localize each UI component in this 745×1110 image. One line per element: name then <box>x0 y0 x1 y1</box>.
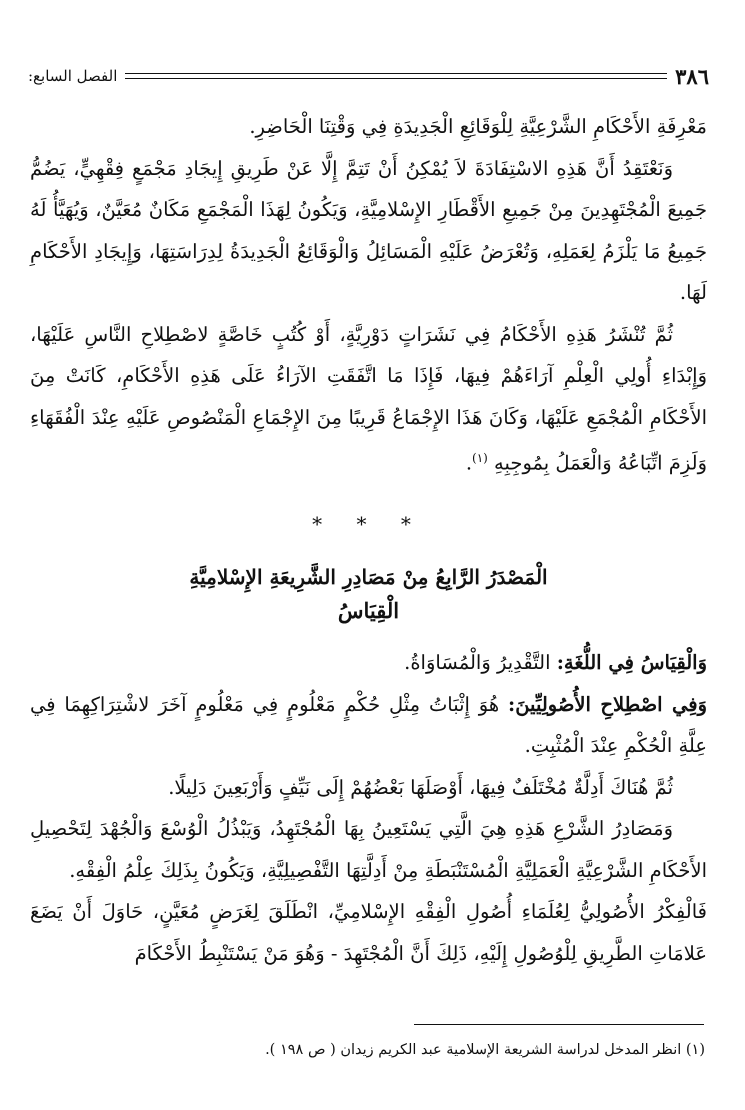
page-number: ٣٨٦ <box>675 63 709 89</box>
paragraph-3-end: . <box>465 451 473 475</box>
section-title: الْمَصْدَرُ الرَّابِعُ مِنْ مَصَادِرِ الشَّرِيعَةِ الإِسْلامِيَّةِ <box>189 565 548 589</box>
page-header <box>28 62 709 90</box>
footnote: (١) انظر المدخل لدراسة الشريعة الإسلامية عبد الكريم زيدان ( ص ١٩٨ ). <box>265 1042 705 1058</box>
paragraph-7: وَمَصَادِرُ الشَّرْعِ هَذِهِ هِيَ الَّتِي يَسْتَعِينُ بِهَا الْمُجْتَهِدُ، وَيَبْذُلُ الْوُسْعَ وَالْجُهْدَ لِتَحْصِيلِ الأَحْكَامِ الشَّرْعِيَّةِ الْعَمَلِيَّةِ الْمُسْتَنْبَطَةِ مِنْ أَدِلَّتِهَا التَّفْصِيلِيَّةِ، وَيَكُونُ بِذَلِكَ عِلْمُ الْفِقْهِ. <box>30 817 707 882</box>
paragraph-5-text: هُوَ إِثْبَاتُ مِثْلِ حُكْمٍ مَعْلُومٍ فِي مَعْلُومٍ آخَرَ لاشْتِرَاكِهِمَا فِي عِلَّةِ الْحُكْمِ عِنْدَ الْمُثْبِتِ. <box>30 692 707 757</box>
section-subtitle: الْقِيَاسُ <box>337 598 400 623</box>
chapter-title: الفصل السابع: <box>28 67 118 85</box>
paragraph-5 <box>30 684 707 767</box>
paragraph-3-text: ثُمَّ تُنْشَرُ هَذِهِ الأَحْكَامُ فِي نَشَرَاتٍ دَوْرِيَّةٍ، أَوْ كُتُبٍ خَاصَّةٍ لاصْطِلاحِ النَّاسِ عَلَيْهَا، وَإِبْدَاءِ أُولِي الْعِلْمِ آرَاءَهُمْ فِيهَا، فَإِذَا مَا اتَّفَقَتِ الآرَاءُ عَلَى هَذِهِ الأَحْكَامِ، كَانَتْ مِنَ الأَحْكَامِ الْمُجْمَعِ عَلَيْهَا، وَكَانَ هَذَا الإِجْمَاعُ قَرِيبًا مِنَ الإِجْمَاعِ الْمَنْصُوصِ عَلَيْهِ عِنْدَ الْفُقَهَاءِ وَلَزِمَ اتِّبَاعُهُ وَالْعَمَلُ بِمُوجِبِهِ <box>30 322 707 475</box>
paragraph-1: مَعْرِفَةِ الأَحْكَامِ الشَّرْعِيَّةِ لِلْوَقَائِعِ الْجَدِيدَةِ فِي وَقْتِنَا الْحَاضِرِ. <box>249 115 707 138</box>
footnote-rule <box>414 1024 704 1025</box>
paragraph-6: ثُمَّ هُنَاكَ أَدِلَّةٌ مُخْتَلَفٌ فِيهَا، أَوْصَلَهَا بَعْضُهُمْ إِلَى نَيِّفٍ وَأَرْبَعِينَ دَلِيلًا. <box>168 775 673 799</box>
paragraph-4-term: وَالْقِيَاسُ فِي اللُّغَةِ: <box>556 651 707 674</box>
paragraph-8: فَالْفِكْرُ الأُصُولِيُّ لِعُلَمَاءِ أُصُولِ الْفِقْهِ الإِسْلامِيِّ، انْطَلَقَ لِغَرَضٍ مُعَيَّنٍ، حَاوَلَ أَنْ يَضَعَ عَلامَاتِ الطَّرِيقِ لِلْوُصُولِ إِلَيْهِ، ذَلِكَ أَنَّ الْمُجْتَهِدَ - وَهُوَ مَنْ يَسْتَنْبِطُ الأَحْكَامَ <box>30 900 707 965</box>
paragraph-2: وَنَعْتَقِدُ أَنَّ هَذِهِ الاسْتِفَادَةَ لاَ يُمْكِنُ أَنْ تَتِمَّ إِلَّا عَنْ طَرِيقِ إِيجَادِ مَجْمَعٍ فِقْهِيٍّ، يَضُمُّ جَمِيعَ الْمُجْتَهِدِينَ مِنْ جَمِيعِ الأَقْطَارِ الإِسْلامِيَّةِ، وَيَكُونُ لِهَذَا الْمَجْمَعِ مَكَانٌ مُعَيَّنٌ، وَيُهَيَّأُ لَهُ جَمِيعُ مَا يَلْزَمُ لِعَمَلِهِ، وَتُعْرَضُ عَلَيْهِ الْمَسَائِلُ وَالْوَقَائِعُ الْجَدِيدَةُ لِدِرَاسَتِهَا، وَإِيجَادِ الأَحْكَامِ لَهَا. <box>30 156 707 304</box>
footnote-reference[interactable]: (١) <box>472 451 488 465</box>
header-rule <box>125 73 667 79</box>
paragraph-4 <box>30 642 707 684</box>
section-separator: * * * <box>312 512 425 536</box>
body-text <box>30 106 707 974</box>
paragraph-4-text: التَّقْدِيرُ وَالْمُسَاوَاةُ. <box>404 651 551 674</box>
paragraph-5-term: وَفِي اصْطِلاحِ الأُصُولِيِّينَ: <box>508 692 707 716</box>
paragraph-3 <box>30 314 707 485</box>
